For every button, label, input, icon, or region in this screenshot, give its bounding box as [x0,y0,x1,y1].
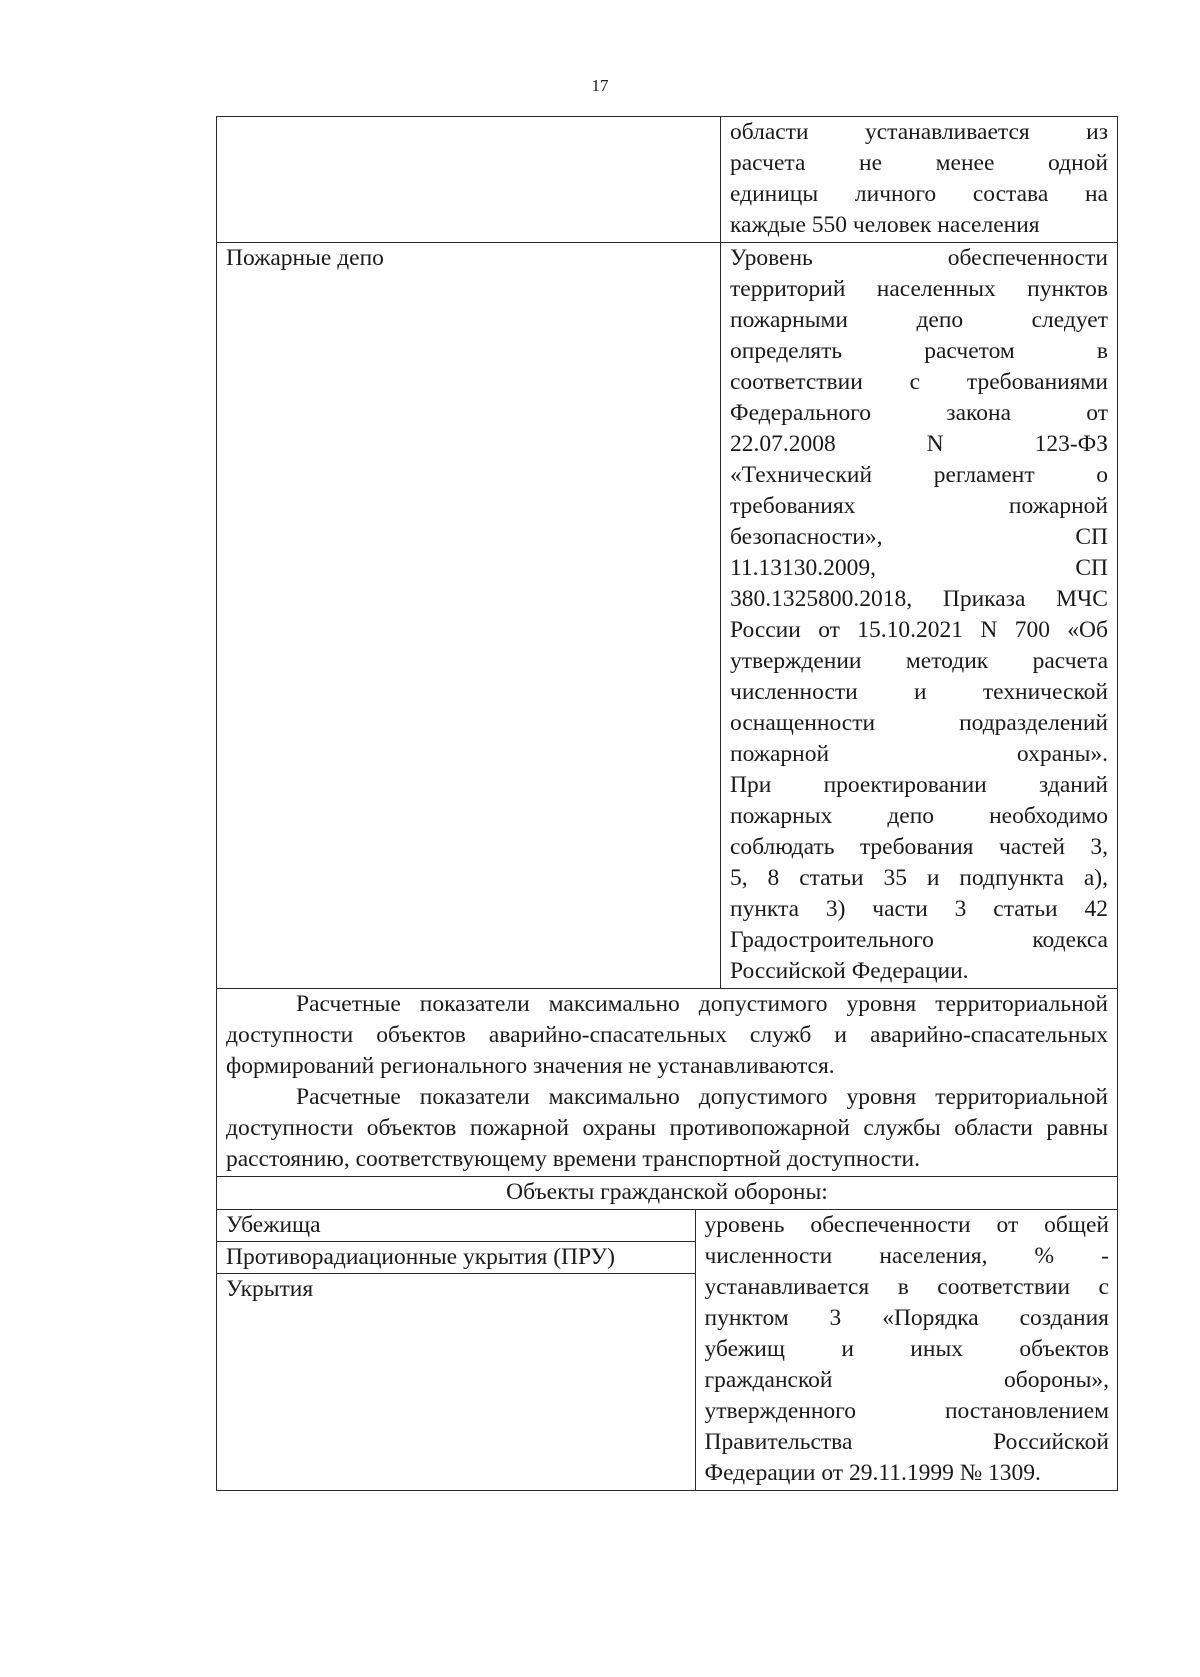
cell-empty-left [217,117,721,243]
text-line: пожарными депо следует [730,307,1108,333]
civil-defense-items-cell [217,1210,695,1490]
text-line: гражданской обороны», [704,1367,1109,1393]
text-line: оснащенности подразделений [730,710,1108,736]
text-line: устанавливается в соответствии с [704,1274,1109,1300]
text-line: утверждении методик расчета [730,648,1108,674]
text-line: пожарной охраны». [730,741,1108,767]
text-line: единицы личного состава на [730,181,1108,207]
text-line: 11.13130.2009, СП [730,555,1108,581]
text-line: 22.07.2008 N 123-ФЗ [730,431,1108,457]
text-line: каждые 550 человек населения [730,212,1040,238]
text-line: Федерации от 29.11.1999 № 1309. [704,1460,1041,1486]
text-line: утвержденного постановлением [704,1398,1109,1424]
text-line: Уровень обеспеченности [730,245,1108,271]
civil-defense-subtable [217,1210,1118,1490]
text-line: пожарных депо необходимо [730,803,1108,829]
text-line: расчета не менее одной [730,150,1108,176]
text-line: пунктом 3 «Порядка создания [704,1305,1109,1331]
table-row-personnel [217,117,1118,243]
cell-fire-depots-label: Пожарные депо [217,243,721,989]
cell-civil-defense [217,1210,1118,1491]
fire-depots-norm-lines [730,243,1108,987]
text-line: пункта 3) части 3 статьи 42 [730,896,1108,922]
table-row-civil-defense-heading [217,1177,1118,1210]
text-line: «Технический регламент о [730,462,1108,488]
text-line: уровень обеспеченности от общей [704,1212,1109,1238]
text-line: соблюдать требования частей 3, [730,834,1108,860]
item-covers: Укрытия [226,1276,314,1302]
cell-personnel-norm [721,117,1118,243]
text-line: При проектировании зданий [730,772,1108,798]
cell-accessibility-notes [217,989,1118,1177]
table-row-civil-defense-objects [217,1210,1118,1491]
text-line: определять расчетом в [730,338,1108,364]
civil-defense-norm-lines [705,1210,1110,1489]
text-line: территорий населенных пунктов [730,276,1108,302]
civil-defense-heading: Объекты гражданской обороны: [217,1177,1118,1210]
document-table [216,116,1118,1491]
civil-defense-norm-cell [695,1210,1118,1490]
table-row-accessibility-notes [217,989,1118,1177]
table-row-fire-depots [217,243,1118,989]
cell-fire-depots-norm [721,243,1118,989]
text-line: 5, 8 статьи 35 и подпункта а), [730,865,1108,891]
text-line: безопасности», СП [730,524,1108,550]
item-shelters: Убежища [217,1210,695,1242]
paragraph-fire-protection: Расчетные показатели максимально допустимого уровня территориальной доступности объектов пожарной охраны противопожарной службы области равны расстоянию, соответствующему времени транспортной доступности. [226,1084,1108,1172]
text-line: убежищ и иных объектов [704,1336,1109,1362]
text-line: Федерального закона от [730,400,1108,426]
personnel-norm-lines [730,117,1108,241]
text-line: требованиях пожарной [730,493,1108,519]
text-line: Градостроительного кодекса [730,927,1108,953]
text-line: соответствии с требованиями [730,369,1108,395]
page-number: 17 [591,76,609,95]
item-radiation-shelters: Противорадиационные укрытия (ПРУ) [217,1242,695,1274]
text-line: Российской Федерации. [730,958,969,984]
text-line: 380.1325800.2018, Приказа МЧС [730,586,1108,612]
text-line: области устанавливается из [730,119,1108,145]
text-line: России от 15.10.2021 N 700 «Об [730,617,1108,643]
text-line: численности населения, % - [704,1243,1109,1269]
paragraph-rescue-services: Расчетные показатели максимально допустимого уровня территориальной доступности объектов аварийно-спасательных служб и аварийно-спасательных формирований регионального значения не устанавливаются. [226,991,1108,1079]
text-line: численности и технической [730,679,1108,705]
text-line: Правительства Российской [704,1429,1109,1455]
